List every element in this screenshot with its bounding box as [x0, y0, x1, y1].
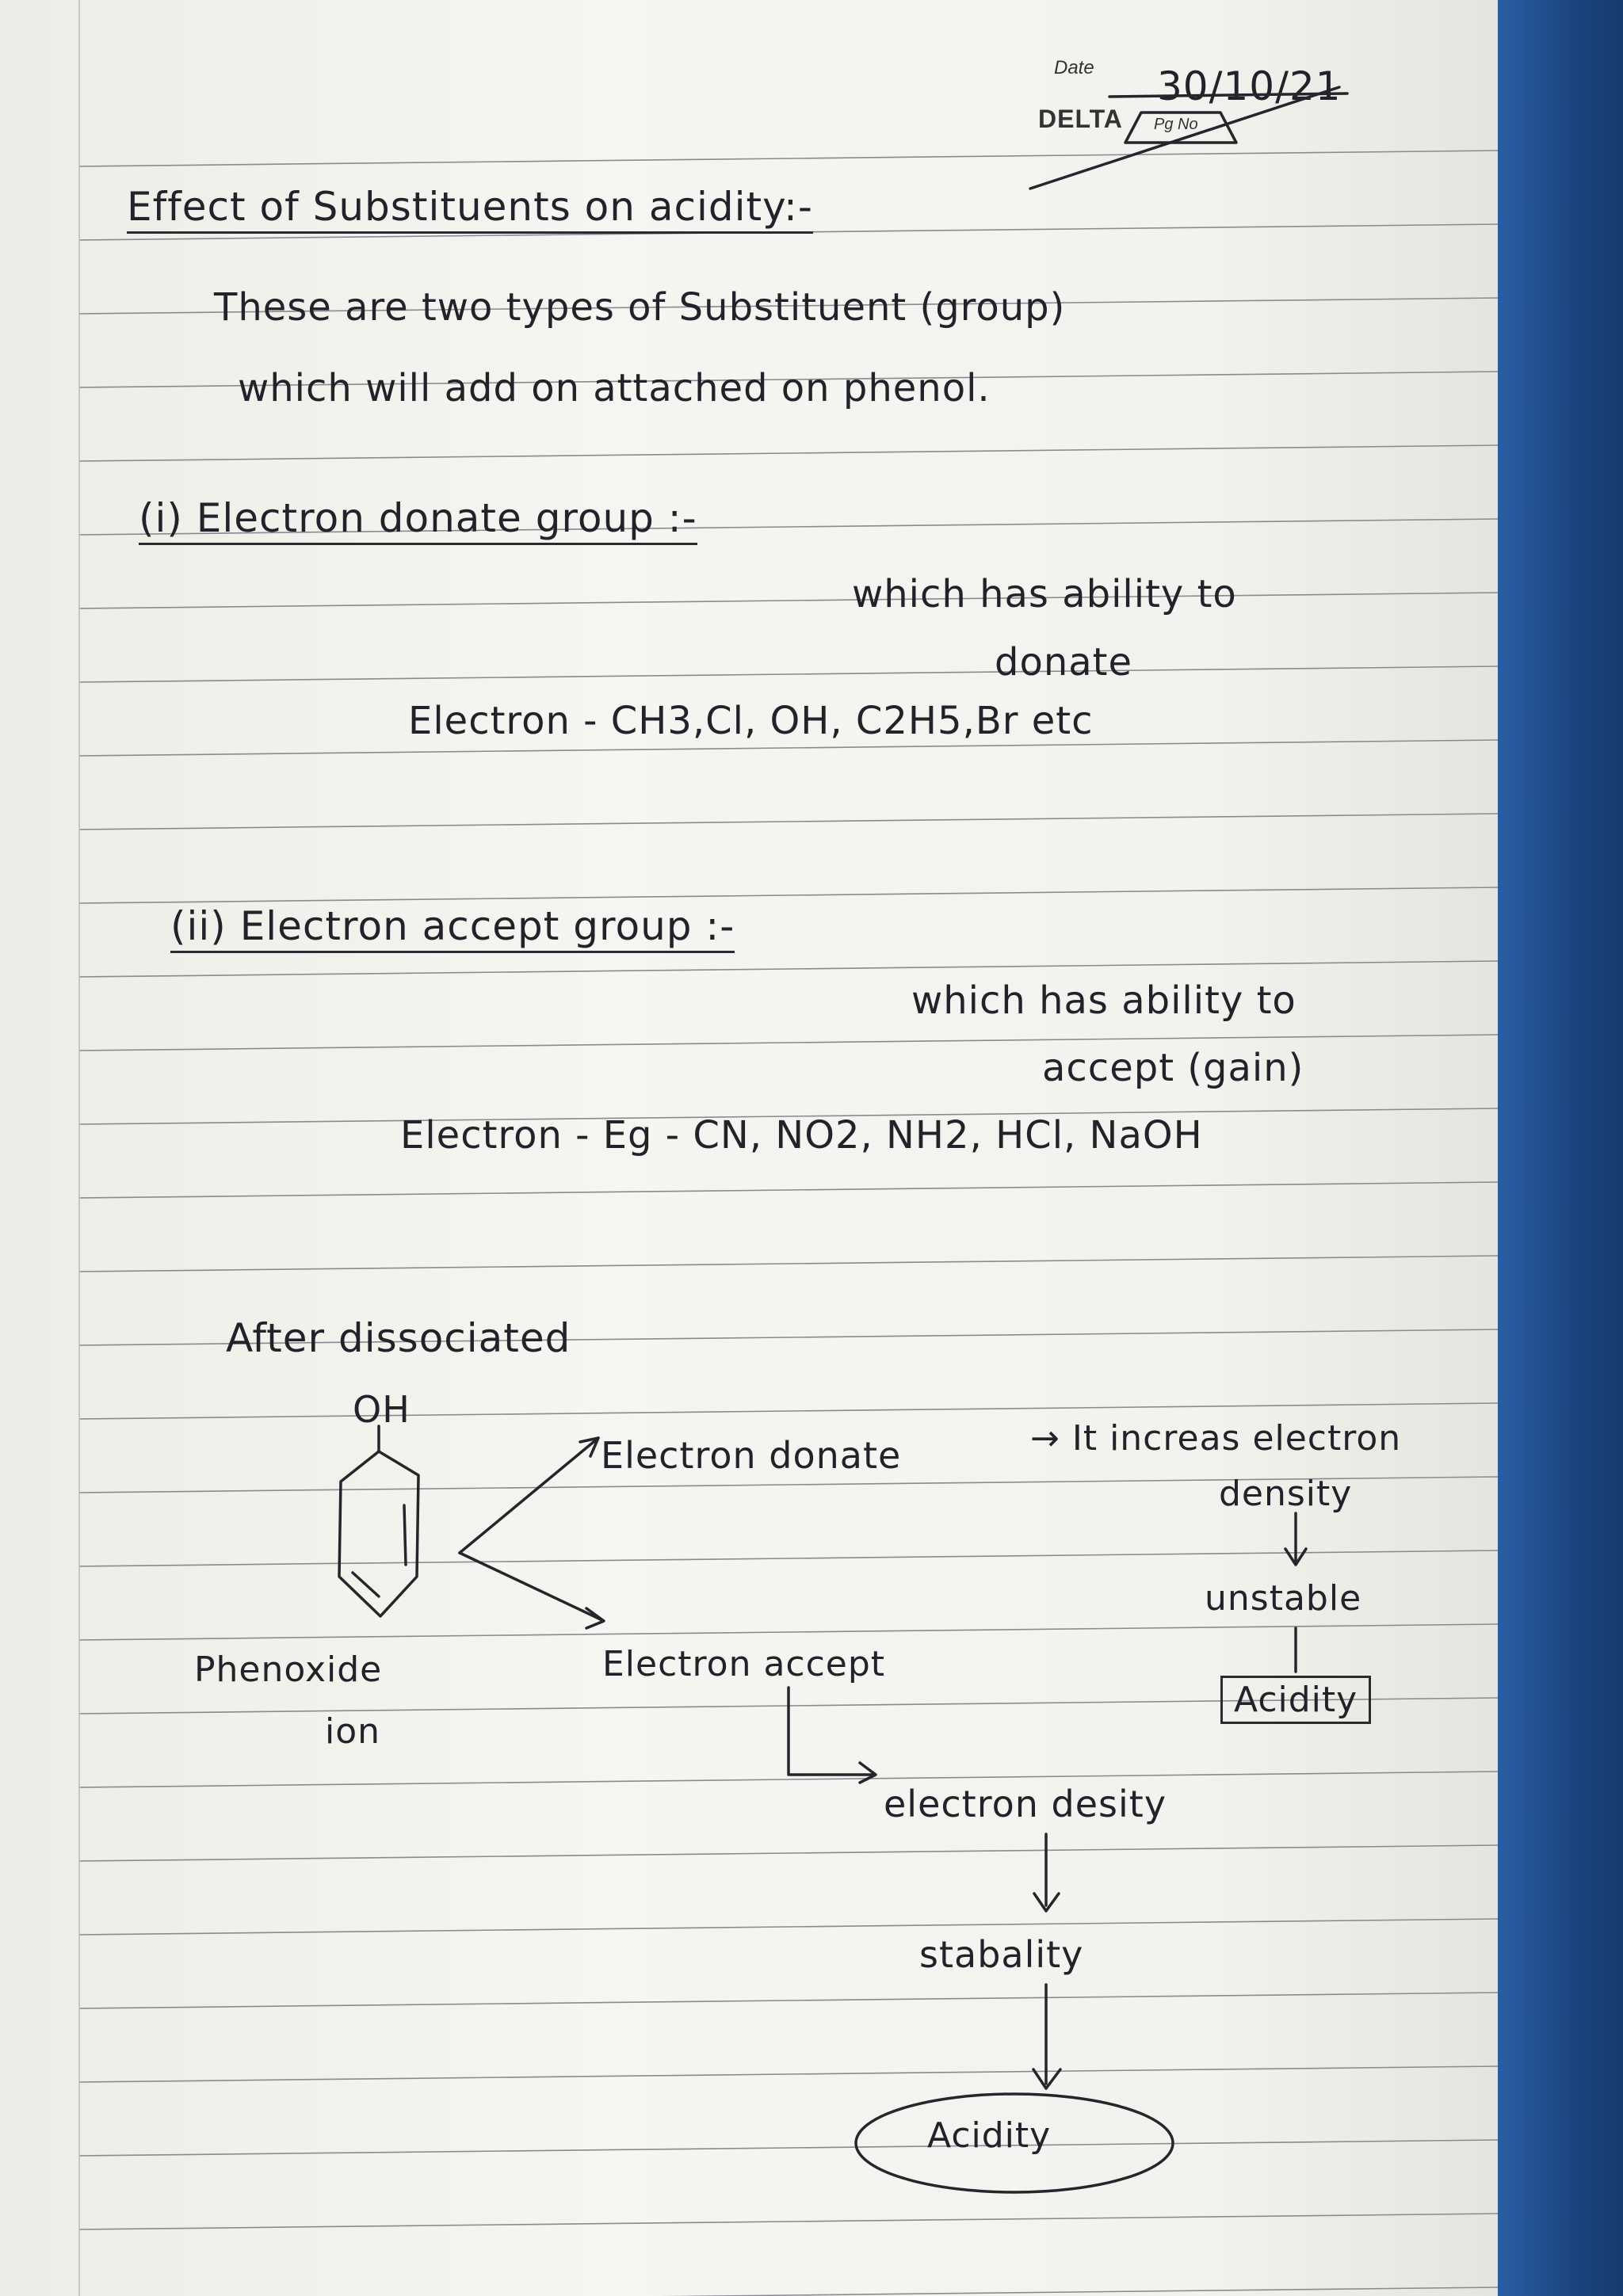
- intro-line-2: which will add on attached on phenol.: [238, 366, 991, 410]
- ruled-line: [79, 151, 1498, 166]
- ruled-line: [79, 887, 1498, 903]
- section-2-desc-1: which has ability to: [911, 978, 1296, 1023]
- section-1-desc-2: donate: [995, 640, 1133, 685]
- section-1-examples: Electron - CH3,Cl, OH, C2H5,Br etc: [408, 699, 1094, 743]
- page-title: Effect of Substituents on acidity:-: [127, 184, 813, 234]
- ruled-line: [79, 1845, 1498, 1861]
- ruled-line: [79, 1624, 1498, 1640]
- ruled-line: [79, 2214, 1498, 2229]
- ruled-line: [79, 445, 1498, 461]
- stamp-date-label: Date: [1054, 57, 1094, 78]
- ruled-line: [79, 814, 1498, 830]
- ruled-line: [79, 961, 1498, 977]
- density-label: density: [1219, 1474, 1353, 1514]
- ruled-line: [79, 1772, 1498, 1787]
- diagram-heading: After dissociated: [226, 1315, 571, 1361]
- ruled-line: [79, 1182, 1498, 1198]
- handwritten-date: 30/10/21: [1157, 63, 1342, 109]
- electron-accept-label: Electron accept: [602, 1644, 886, 1684]
- section-1-desc-1: which has ability to: [852, 572, 1237, 616]
- ruled-line: [79, 2066, 1498, 2082]
- section-1-heading: (i) Electron donate group :-: [139, 495, 697, 545]
- intro-line-1: These are two types of Substituent (group): [214, 285, 1066, 330]
- acidity-oval-2: Acidity: [927, 2115, 1052, 2156]
- oh-label: OH: [353, 1388, 411, 1431]
- unstable-label: unstable: [1205, 1578, 1362, 1619]
- donate-effect-label: → It increas electron: [1030, 1418, 1402, 1459]
- ruled-line: [79, 2287, 1498, 2296]
- section-2-heading: (ii) Electron accept group :-: [170, 903, 735, 953]
- stability-label: stabality: [919, 1933, 1084, 1976]
- section-2-examples: Electron - Eg - CN, NO2, NH2, HCl, NaOH: [400, 1113, 1203, 1158]
- stamp-page-label: Pg No: [1154, 116, 1198, 133]
- ruled-line: [79, 2140, 1498, 2156]
- phenoxide-ion-label-1: Phenoxide: [194, 1650, 383, 1690]
- ruled-line: [79, 1993, 1498, 2008]
- phenoxide-ion-label-2: ion: [325, 1711, 381, 1752]
- electron-density-label: electron desity: [884, 1783, 1167, 1825]
- electron-donate-label: Electron donate: [601, 1434, 902, 1477]
- ruled-line: [79, 1919, 1498, 1935]
- stamp-brand: DELTA: [1038, 105, 1123, 133]
- ruled-line: [79, 1256, 1498, 1272]
- ruled-line: [79, 666, 1498, 682]
- acidity-box-1: Acidity: [1220, 1676, 1371, 1724]
- ruled-line: [79, 1403, 1498, 1419]
- section-2-desc-2: accept (gain): [1042, 1046, 1304, 1090]
- notebook-cover-edge: [1498, 0, 1623, 2296]
- ruled-line: [79, 1550, 1498, 1566]
- ruled-line: [79, 593, 1498, 608]
